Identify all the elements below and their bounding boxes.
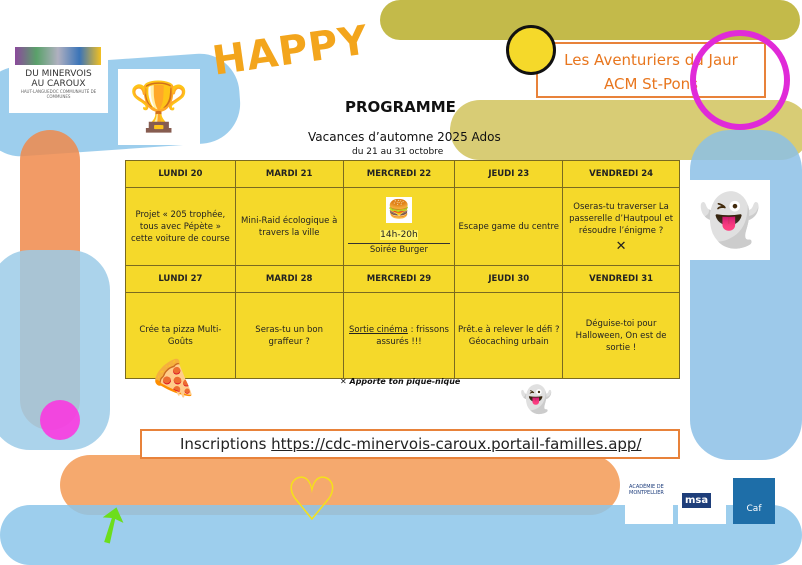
day-header: VENDREDI 31 xyxy=(563,266,680,293)
subtitle-location: ACM St-Pons xyxy=(603,75,698,93)
activity-cell: Mini-Raid écologique à travers la ville xyxy=(235,188,343,266)
week1-activity-row xyxy=(126,188,680,266)
activity-cell xyxy=(343,293,455,379)
org-logo xyxy=(9,39,108,113)
picnic-note xyxy=(340,377,460,386)
title: Les Aventuriers du Jaur xyxy=(564,51,738,69)
partner-name: ACADÉMIE DE MONTPELLIER xyxy=(629,484,664,496)
day-header: LUNDI 20 xyxy=(126,161,236,188)
flower-drawing xyxy=(506,25,556,75)
cutlery-icon: ✕ xyxy=(615,238,627,254)
activity-cell: Seras-tu un bon graffeur ? xyxy=(235,293,343,379)
trophy-image: 🏆 xyxy=(118,69,200,145)
magenta-swirl xyxy=(690,30,790,130)
week2-activity-row xyxy=(126,293,680,379)
cutlery-icon: ✕ xyxy=(340,377,350,386)
schedule-table xyxy=(125,160,680,379)
activity-cell xyxy=(343,188,455,266)
week1-header-row xyxy=(126,161,680,188)
happy-graffiti: HAPPY xyxy=(209,17,372,85)
activity-text: Soirée Burger xyxy=(348,243,451,256)
org-name-2: AU CAROUX xyxy=(31,79,86,89)
inscriptions-link[interactable]: https://cdc-minervois-caroux.portail-familles.app/ xyxy=(271,435,642,453)
ghost-image: 👻 xyxy=(690,180,770,260)
academie-logo xyxy=(625,480,673,524)
org-name-1: DU MINERVOIS xyxy=(25,69,92,79)
time-slot: 14h-20h xyxy=(380,230,418,240)
partner-name: Caf xyxy=(746,504,762,514)
inscriptions-box xyxy=(140,429,680,459)
partner-name: msa xyxy=(682,493,711,508)
arrow-drawing: ➚ xyxy=(78,488,144,560)
day-header: MERCREDI 22 xyxy=(343,161,455,188)
activity-text: Oseras-tu traverser La passerelle d’Hautpoul et résoudre l’énigme ? xyxy=(569,201,674,236)
msa-logo xyxy=(678,480,726,524)
day-header: JEUDI 23 xyxy=(455,161,563,188)
caf-logo xyxy=(733,478,775,524)
activity-cell: Prêt.e à relever le défi ? Géocaching urbain xyxy=(455,293,563,379)
burger-image: 🍔 xyxy=(386,197,412,223)
day-header: MARDI 21 xyxy=(235,161,343,188)
day-header: MERCREDI 29 xyxy=(343,266,455,293)
org-name-3: HAUT-LANGUEDOC COMMUNAUTÉ DE COMMUNES xyxy=(20,89,97,99)
programme-dates: du 21 au 31 octobre xyxy=(352,147,444,157)
activity-cell: Escape game du centre xyxy=(455,188,563,266)
activity-cell: Déguise-toi pour Halloween, On est de sortie ! xyxy=(563,293,680,379)
day-header: LUNDI 27 xyxy=(126,266,236,293)
activity-cell: Projet « 205 trophée, tous avec Pépète » cette voiture de course xyxy=(126,188,236,266)
week2-header-row xyxy=(126,266,680,293)
paint-stroke xyxy=(40,400,80,440)
day-header: VENDREDI 24 xyxy=(563,161,680,188)
programme-heading: PROGRAMME xyxy=(345,98,456,116)
heart-drawing: ♡ xyxy=(285,465,339,535)
small-ghost-image: 👻 xyxy=(520,385,553,415)
programme-subtitle: Vacances d’automne 2025 Ados xyxy=(308,130,501,144)
day-header: MARDI 28 xyxy=(235,266,343,293)
cinema-link-text: Sortie cinéma xyxy=(349,324,408,335)
activity-text: : frissons assurés !!! xyxy=(376,324,449,347)
day-header: JEUDI 30 xyxy=(455,266,563,293)
pizza-image: 🍕 xyxy=(145,355,200,408)
activity-cell xyxy=(563,188,680,266)
picnic-text: Apporte ton pique-nique xyxy=(349,377,461,386)
inscriptions-label: Inscriptions xyxy=(180,435,272,453)
activity-cell: Crée ta pizza Multi-Goûts xyxy=(126,293,236,379)
